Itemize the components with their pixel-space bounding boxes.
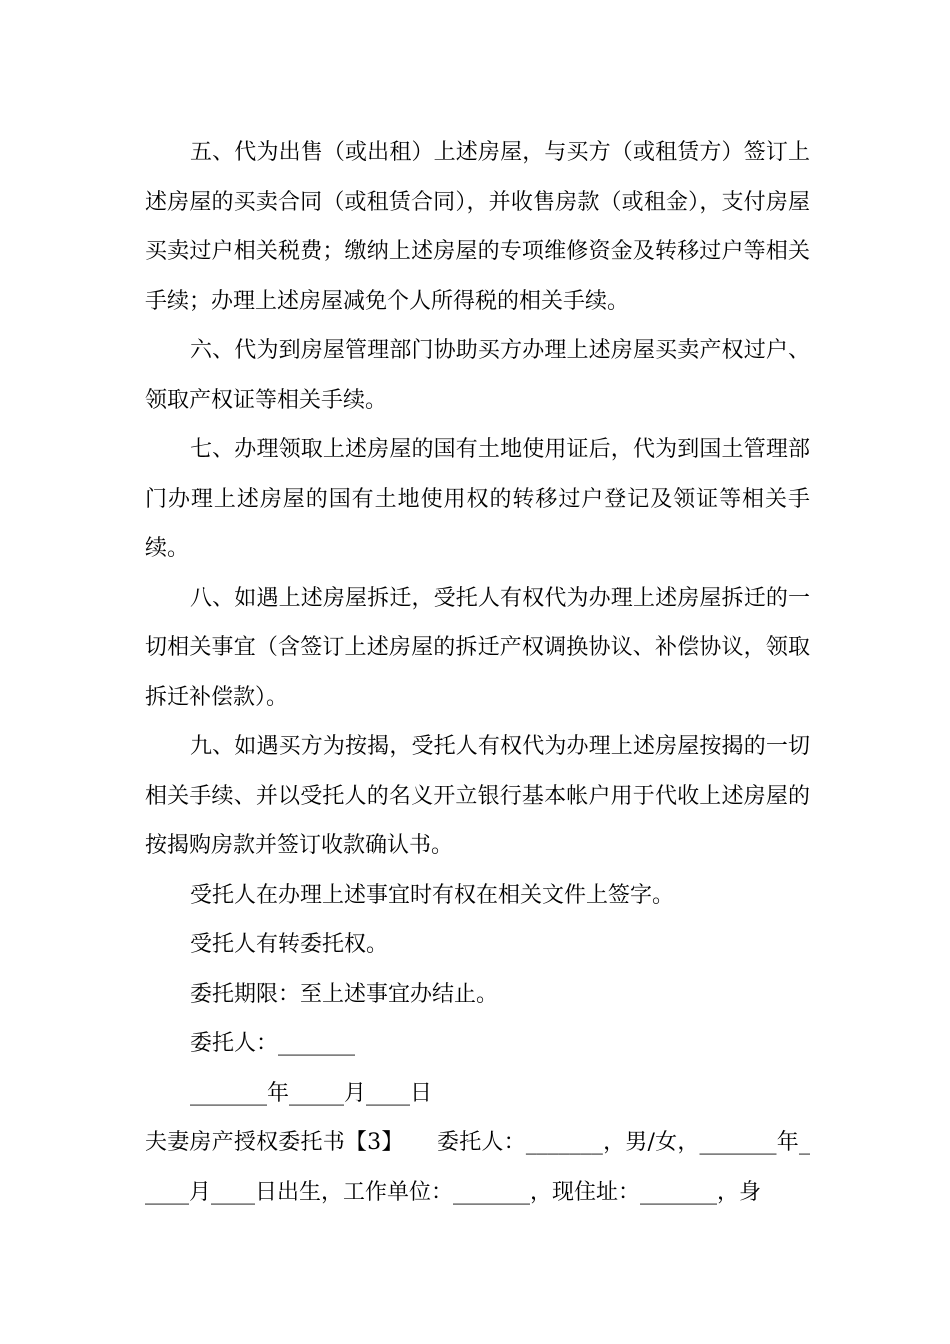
- clause-seven: 七、办理领取上述房屋的国有土地使用证后，代为到国土管理部门办理上述房屋的国有土地使用权的转移过户登记及领证等相关手续。: [145, 437, 810, 561]
- signing-authority: 受托人在办理上述事宜时有权在相关文件上签字。: [190, 882, 675, 908]
- date-line: _______年_____月____日: [190, 1080, 433, 1106]
- clause-nine: 九、如遇买方为按揭，受托人有权代为办理上述房屋按揭的一切相关手续、并以受托人的名义开立银行基本帐户用于代收上述房屋的按揭购房款并签订收款确认书。: [145, 734, 810, 858]
- principal-signature-line: 委托人：_______: [190, 1031, 356, 1056]
- clause-five: 五、代为出售（或出租）上述房屋，与买方（或租赁方）签订上述房屋的买卖合同（或租赁合同），并收售房款（或租金），支付房屋买卖过户相关税费；缴纳上述房屋的专项维修资金及转移过户等相关手续；办理上述房屋减免个人所得税的相关手续。: [145, 140, 810, 314]
- clause-six: 六、代为到房屋管理部门协助买方办理上述房屋买卖产权过户、领取产权证等相关手续。: [145, 338, 810, 413]
- entrustment-term: 委托期限：至上述事宜办结止。: [190, 981, 499, 1007]
- document-page: [145, 128, 810, 1217]
- sub-delegation: 受托人有转委托权。: [190, 932, 389, 957]
- next-section-heading: 夫妻房产授权委托书【3】 委托人：_______，男/女，_______年_____月____日出生，工作单位：_______，现住址：_______，身: [145, 1130, 810, 1205]
- clause-eight: 八、如遇上述房屋拆迁，受托人有权代为办理上述房屋拆迁的一切相关事宜（含签订上述房屋的拆迁产权调换协议、补偿协议，领取拆迁补偿款）。: [145, 585, 810, 710]
